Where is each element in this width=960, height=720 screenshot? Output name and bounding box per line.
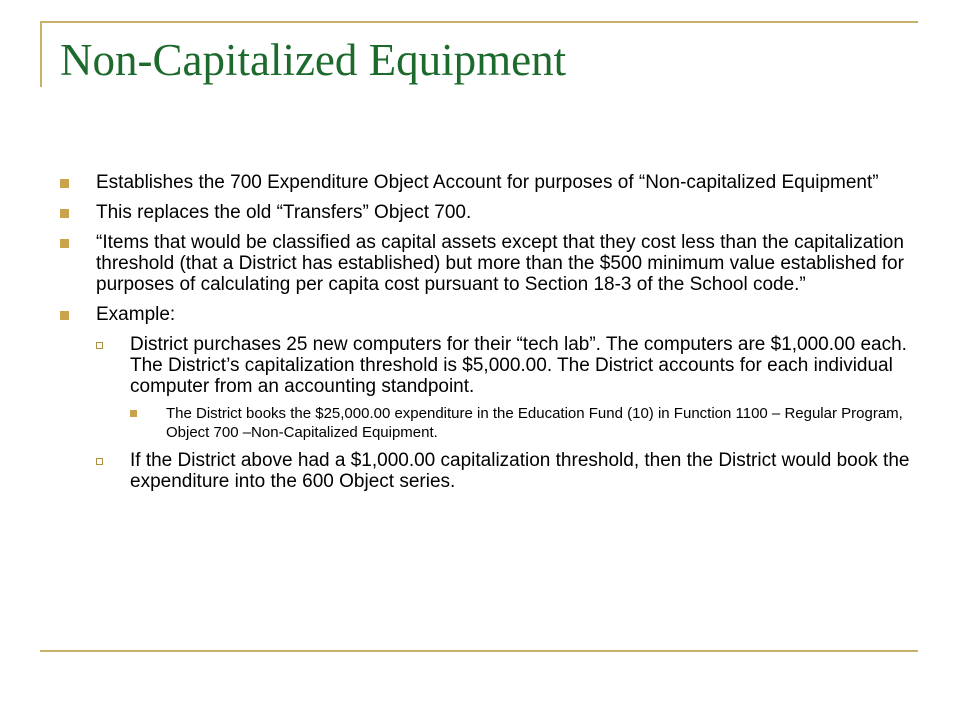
bottom-rule [40,650,918,652]
hollow-square-bullet-icon [96,458,103,465]
slide-title: Non-Capitalized Equipment [60,35,567,85]
bullet-text: Establishes the 700 Expenditure Object Account for purposes of “Non-capitalized Equipment” [96,172,879,193]
square-bullet-icon [130,410,137,417]
detail-item [130,404,910,442]
bullet-item-example [60,304,910,325]
bullet-text: Example: [96,304,176,325]
top-rule [40,21,918,23]
square-bullet-icon [60,179,69,188]
bullet-item [60,232,910,295]
hollow-square-bullet-icon [96,342,103,349]
sub-bullet-item [96,450,910,492]
detail-list [130,404,910,442]
sub-bullet-text: If the District above had a $1,000.00 capitalization threshold, then the District would book the expenditure into the 600 Object series. [130,450,910,492]
square-bullet-icon [60,311,69,320]
bullet-item [60,172,910,193]
example-sub-list [60,334,910,492]
bullet-text: This replaces the old “Transfers” Object 700. [96,202,472,223]
bullet-item [60,202,910,223]
slide-content [60,172,910,500]
square-bullet-icon [60,239,69,248]
bullet-text: “Items that would be classified as capital assets except that they cost less than the capitalization threshold (that a District has established) but more than the $500 minimum value established for purposes of calculating per capita cost pursuant to Section 18-3 of the School code.” [96,232,904,295]
sub-bullet-text: District purchases 25 new computers for their “tech lab”. The computers are $1,000.00 each. The District’s capitalization threshold is $5,000.00. The District accounts for each individual computer from an accounting standpoint. [130,334,907,397]
square-bullet-icon [60,209,69,218]
bullet-list [60,172,910,325]
left-rule [40,21,42,87]
sub-bullet-item [96,334,910,442]
detail-text: The District books the $25,000.00 expenditure in the Education Fund (10) in Function 1100 – Regular Program, Object 700 –Non-Capitalized Equipment. [166,405,903,441]
